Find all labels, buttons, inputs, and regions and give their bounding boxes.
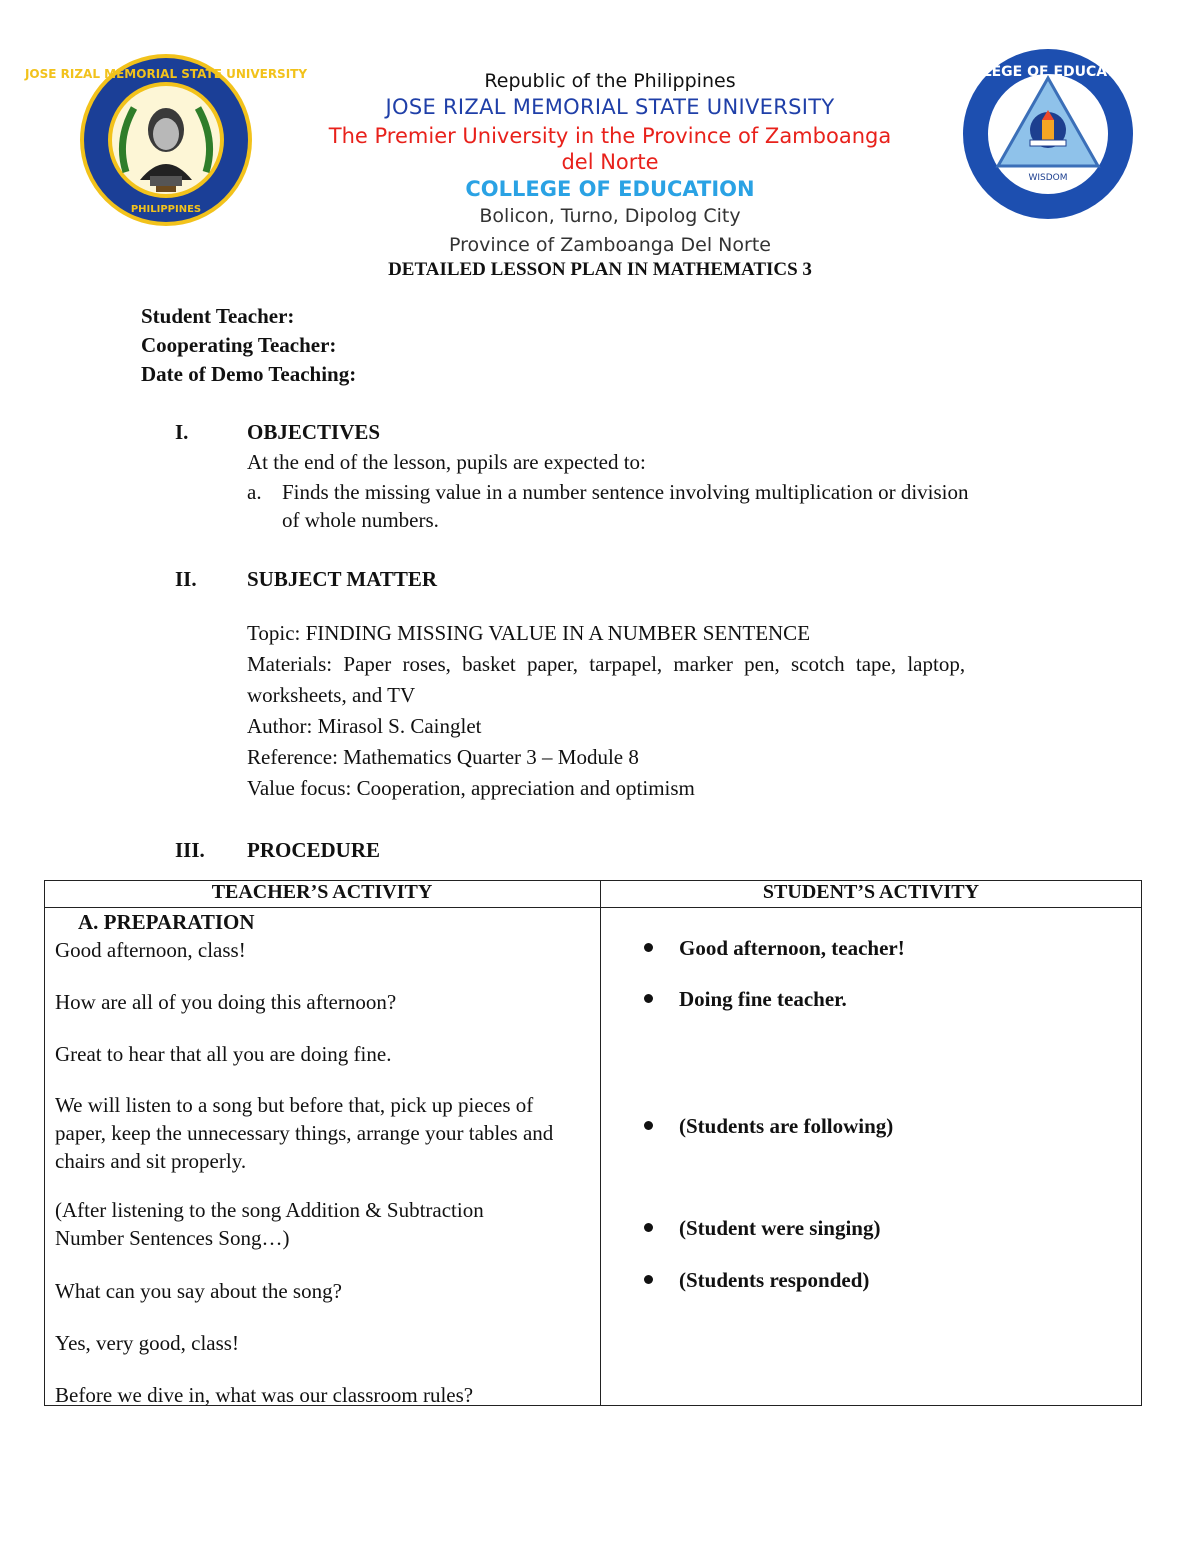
cut-off-text: Province of Zamboanga Del Norte — [449, 234, 771, 256]
cut-off-header-line — [260, 232, 960, 256]
student-activity-header: STUDENT’S ACTIVITY — [762, 881, 980, 903]
student-response-text: (Student were singing) — [679, 1216, 881, 1240]
materials-line2: worksheets, and TV — [247, 683, 416, 707]
objective-item-line2: of whole numbers. — [282, 508, 439, 532]
teacher-line: Good afternoon, class! — [55, 938, 246, 962]
table-column-divider — [600, 880, 601, 1406]
seal-top-text: JOSE RIZAL MEMORIAL STATE UNIVERSITY — [24, 67, 308, 81]
logo-ring-text: COLLEGE OF EDUCATION — [951, 64, 1145, 80]
document-title: DETAILED LESSON PLAN IN MATHEMATICS 3 — [388, 259, 812, 280]
teacher-line: (After listening to the song Addition & Subtraction Number Sentences Song…) — [55, 1198, 484, 1250]
teacher-line: We will listen to a song but before that, pick up pieces of paper, keep the unnecessary things, arrange your tables and chairs and sit properly. — [55, 1093, 554, 1173]
subject-matter-heading: SUBJECT MATTER — [247, 567, 438, 591]
objectives-heading: OBJECTIVES — [247, 420, 381, 444]
author-line: Author: Mirasol S. Cainglet — [247, 714, 482, 738]
teacher-line: How are all of you doing this afternoon? — [55, 990, 397, 1014]
demo-date-label: Date of Demo Teaching: — [141, 362, 357, 386]
university-tagline-line1: The Premier University in the Province of Zamboanga — [328, 124, 892, 148]
seal-bottom-text: PHILIPPINES — [130, 204, 202, 215]
student-response — [644, 936, 905, 961]
college-name: COLLEGE OF EDUCATION — [465, 177, 755, 201]
student-response — [644, 1268, 869, 1293]
objectives-numeral: I. — [175, 420, 189, 444]
bullet-icon — [644, 1223, 653, 1232]
materials-line1: Materials: Paper roses, basket paper, tarpapel, marker pen, scotch tape, laptop, — [247, 652, 966, 676]
student-response-text: Good afternoon, teacher! — [679, 936, 905, 960]
student-response-text: Doing fine teacher. — [679, 987, 847, 1011]
student-response-text: (Students responded) — [679, 1268, 870, 1292]
republic-heading: Republic of the Philippines — [484, 70, 736, 92]
bullet-icon — [644, 994, 653, 1003]
bullet-icon — [644, 943, 653, 952]
teacher-line: Before we dive in, what was our classroom rules? — [55, 1383, 474, 1407]
college-of-education-logo — [951, 48, 1145, 220]
table-header-divider — [44, 907, 1142, 908]
college-address: Bolicon, Turno, Dipolog City — [479, 205, 741, 227]
reference-line: Reference: Mathematics Quarter 3 – Module 8 — [247, 745, 639, 769]
jrmsu-seal-logo — [24, 52, 308, 228]
student-response-text: (Students are following) — [679, 1114, 894, 1138]
value-focus-line: Value focus: Cooperation, appreciation and optimism — [247, 776, 695, 800]
objective-item-line1: Finds the missing value in a number sentence involving multiplication or division — [282, 480, 969, 504]
procedure-heading: PROCEDURE — [247, 838, 381, 862]
objective-item-letter: a. — [247, 480, 262, 504]
bullet-icon — [644, 1121, 653, 1130]
university-name: JOSE RIZAL MEMORIAL STATE UNIVERSITY — [385, 95, 835, 119]
objectives-intro: At the end of the lesson, pupils are expected to: — [247, 450, 646, 474]
procedure-numeral: III. — [175, 838, 205, 862]
student-response — [644, 987, 847, 1012]
section-a-heading: A. PREPARATION — [78, 910, 255, 934]
cooperating-teacher-label: Cooperating Teacher: — [141, 333, 337, 357]
logo-wisdom-text: WISDOM — [1028, 173, 1068, 183]
student-response — [644, 1114, 893, 1139]
student-teacher-label: Student Teacher: — [141, 304, 295, 328]
topic-line: Topic: FINDING MISSING VALUE IN A NUMBER SENTENCE — [247, 621, 811, 645]
university-tagline-line2: del Norte — [561, 150, 659, 174]
bullet-icon — [644, 1275, 653, 1284]
teacher-line: Great to hear that all you are doing fine. — [55, 1042, 392, 1066]
teacher-line: What can you say about the song? — [55, 1279, 342, 1303]
teacher-activity-header: TEACHER’S ACTIVITY — [211, 881, 433, 903]
student-response — [644, 1216, 880, 1241]
subject-matter-numeral: II. — [175, 567, 197, 591]
teacher-line: Yes, very good, class! — [55, 1331, 239, 1355]
